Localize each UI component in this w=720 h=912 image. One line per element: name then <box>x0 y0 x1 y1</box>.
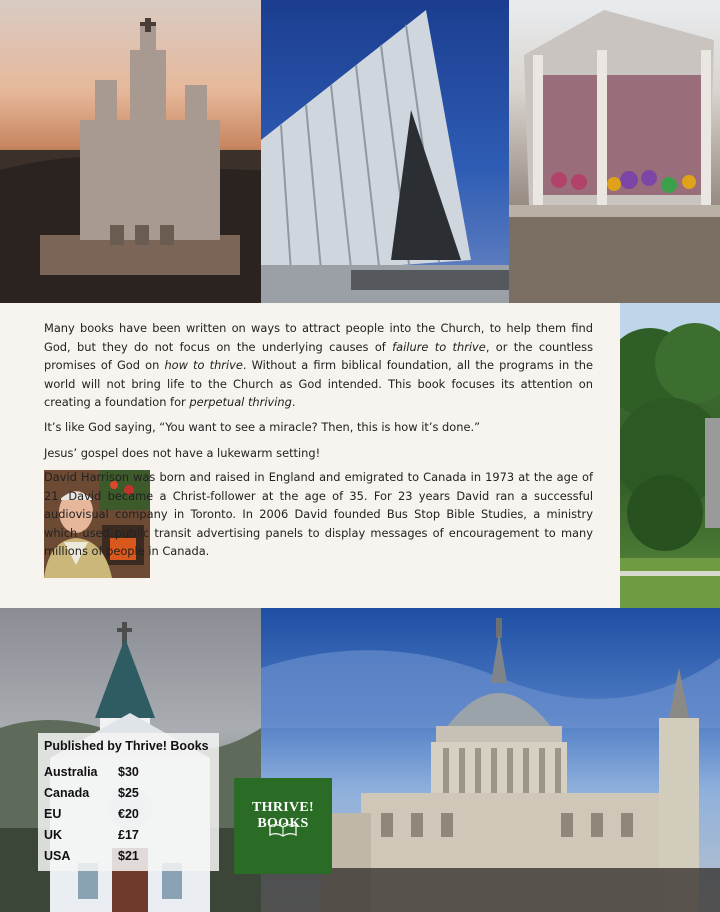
price-country: Canada <box>44 786 90 800</box>
price-amount: $30 <box>118 765 139 779</box>
price-row-eu <box>44 807 214 828</box>
book-description-paragraph <box>44 319 593 412</box>
price-amount: $25 <box>118 786 139 800</box>
emphasis-perpetual-thriving: perpetual thriving <box>189 395 292 410</box>
price-amount: €20 <box>118 807 139 821</box>
gospel-statement: Jesus’ gospel does not have a lukewarm setting! <box>44 446 321 460</box>
description-text-4: . <box>291 395 296 410</box>
cathedral-on-hill-photo <box>0 0 261 303</box>
description-text-1: Many books have been written on ways to attract people into the Church, to help them find God, but they do not focus on the underlying causes of <box>44 321 593 354</box>
thrive-books-logo <box>234 778 332 874</box>
price-country: EU <box>44 807 62 821</box>
price-amount: $21 <box>118 849 139 863</box>
logo-text: THRIVE! BOOKS <box>252 800 314 831</box>
price-row-canada <box>44 786 214 807</box>
price-amount: £17 <box>118 828 139 842</box>
emphasis-how-to-thrive: how to thrive <box>164 358 243 373</box>
modern-chapel-photo <box>261 0 509 303</box>
price-country: USA <box>44 849 71 863</box>
publisher-title: Published by Thrive! Books <box>44 739 209 753</box>
author-biography: David Harrison was born and raised in England and emigrated to Canada in 1973 at the age of 21. David became a Christ-follower at the age of 35. For 23 years David ran a successful audiovisual company in Toronto. In 2006 David founded Bus Stop Bible Studies, a ministry which used public transit advertising panels to display messages of encouragement to many millions of people in Canada. <box>44 470 593 559</box>
emphasis-failure-to-thrive: failure to thrive <box>392 339 486 354</box>
price-row-australia <box>44 765 214 786</box>
price-row-usa <box>44 849 214 870</box>
park-trees-photo <box>620 303 720 608</box>
price-row-uk <box>44 828 214 849</box>
description-text-2: , or the countless promises of God on <box>44 339 593 373</box>
description-text-3: . Without a firm biblical foundation, all the programs in the world will not bring life to the Church as God intended. This book focuses its attention on creating a foundation for <box>44 358 594 410</box>
rural-shelter-gathering-photo <box>509 0 720 303</box>
price-list <box>38 733 219 871</box>
open-book-icon <box>268 822 298 838</box>
price-country: UK <box>44 828 63 842</box>
description-panel <box>0 303 620 608</box>
price-country: Australia <box>44 765 98 779</box>
miracle-quote: It’s like God saying, “You want to see a miracle? Then, this is how it’s done.” <box>44 420 480 434</box>
